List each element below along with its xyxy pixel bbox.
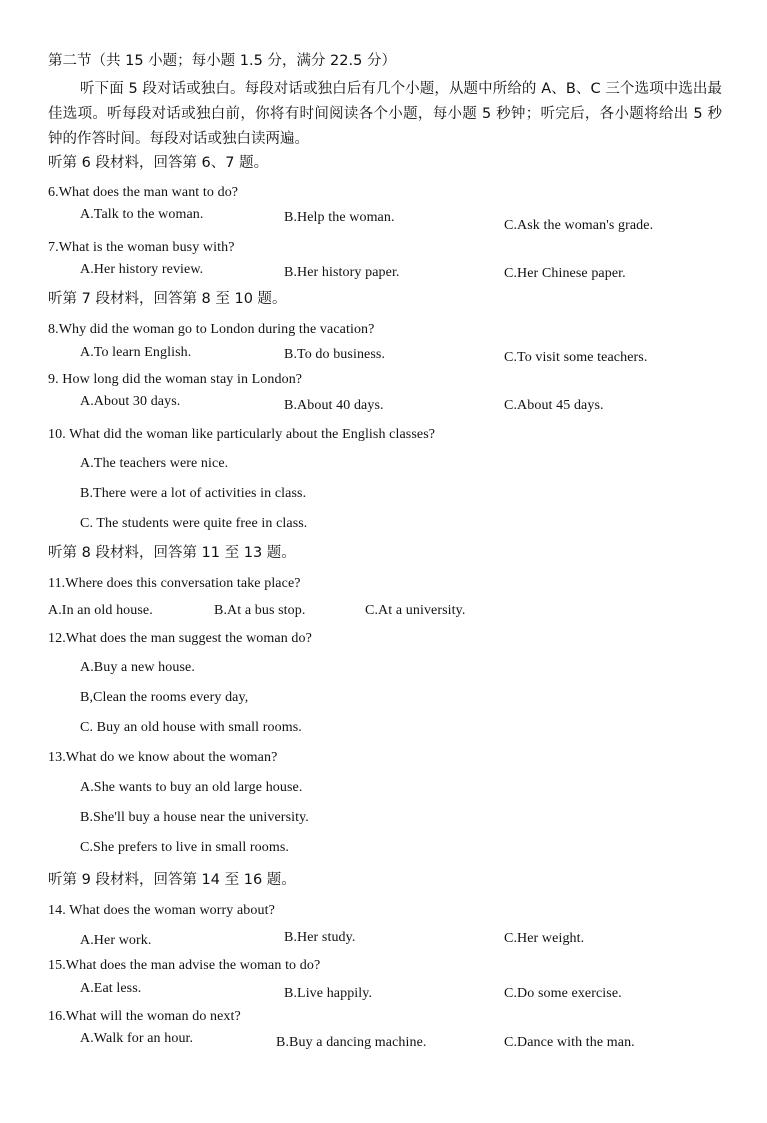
q16-option-a[interactable]: A.Walk for an hour. xyxy=(80,1031,194,1046)
q7-option-b[interactable]: B.Her history paper. xyxy=(284,265,400,280)
question-10: 10. What did the woman like particularly about the English classes? xyxy=(48,427,436,442)
q12-option-b[interactable]: B,Clean the rooms every day, xyxy=(80,690,249,705)
question-13: 13.What do we know about the woman? xyxy=(48,750,278,765)
q14-option-c[interactable]: C.Her weight. xyxy=(504,931,585,946)
section-instructions: 听下面 5 段对话或独白。每段对话或独白后有几个小题，从题中所给的 A、B、C 三个选项中选出最佳选项。听每段对话或独白前，你将有时间阅读各个小题，每小题 5 秒钟；听完后，各小题将给出 5 秒钟的作答时间。每段对话或独白读两遍。 xyxy=(48,81,722,147)
q11-option-c[interactable]: C.At a university. xyxy=(365,603,466,618)
q8-option-c[interactable]: C.To visit some teachers. xyxy=(504,350,648,365)
question-7: 7.What is the woman busy with? xyxy=(48,240,235,255)
q10-option-b[interactable]: B.There were a lot of activities in class. xyxy=(80,486,307,501)
q16-option-b[interactable]: B.Buy a dancing machine. xyxy=(276,1035,427,1050)
group-label-6: 听第 6 段材料，回答第 6、7 题。 xyxy=(48,155,269,171)
q12-option-c[interactable]: C. Buy an old house with small rooms. xyxy=(80,720,302,735)
question-8: 8.Why did the woman go to London during the vacation? xyxy=(48,322,375,337)
q10-option-c[interactable]: C. The students were quite free in class. xyxy=(80,516,308,531)
question-16: 16.What will the woman do next? xyxy=(48,1009,241,1024)
q14-option-b[interactable]: B.Her study. xyxy=(284,930,356,945)
question-12: 12.What does the man suggest the woman do? xyxy=(48,631,312,646)
q11-option-a[interactable]: A.In an old house. xyxy=(48,603,153,618)
group-label-9: 听第 9 段材料，回答第 14 至 16 题。 xyxy=(48,872,296,888)
q13-option-b[interactable]: B.She'll buy a house near the university. xyxy=(80,810,309,825)
section-header: 第二节（共 15 小题；每小题 1.5 分，满分 22.5 分） xyxy=(48,53,396,69)
question-15: 15.What does the man advise the woman to do? xyxy=(48,958,321,973)
q8-option-b[interactable]: B.To do business. xyxy=(284,347,386,362)
q15-option-a[interactable]: A.Eat less. xyxy=(80,981,142,996)
q10-option-a[interactable]: A.The teachers were nice. xyxy=(80,456,229,471)
q6-option-a[interactable]: A.Talk to the woman. xyxy=(80,207,204,222)
q16-option-c[interactable]: C.Dance with the man. xyxy=(504,1035,635,1050)
q8-option-a[interactable]: A.To learn English. xyxy=(80,345,192,360)
question-6: 6.What does the man want to do? xyxy=(48,185,239,200)
q6-option-b[interactable]: B.Help the woman. xyxy=(284,210,395,225)
q6-option-c[interactable]: C.Ask the woman's grade. xyxy=(504,218,654,233)
q14-option-a[interactable]: A.Her work. xyxy=(80,933,152,948)
q15-option-b[interactable]: B.Live happily. xyxy=(284,986,373,1001)
q9-option-a[interactable]: A.About 30 days. xyxy=(80,394,181,409)
q7-option-c[interactable]: C.Her Chinese paper. xyxy=(504,266,626,281)
question-9: 9. How long did the woman stay in London? xyxy=(48,372,303,387)
q9-option-c[interactable]: C.About 45 days. xyxy=(504,398,604,413)
q13-option-c[interactable]: C.She prefers to live in small rooms. xyxy=(80,840,290,855)
question-14: 14. What does the woman worry about? xyxy=(48,903,275,918)
q15-option-c[interactable]: C.Do some exercise. xyxy=(504,986,622,1001)
q13-option-a[interactable]: A.She wants to buy an old large house. xyxy=(80,780,303,795)
q12-option-a[interactable]: A.Buy a new house. xyxy=(80,660,195,675)
question-11: 11.Where does this conversation take place? xyxy=(48,576,301,591)
group-label-7: 听第 7 段材料，回答第 8 至 10 题。 xyxy=(48,291,287,307)
group-label-8: 听第 8 段材料，回答第 11 至 13 题。 xyxy=(48,545,296,561)
q11-option-b[interactable]: B.At a bus stop. xyxy=(214,603,306,618)
q7-option-a[interactable]: A.Her history review. xyxy=(80,262,204,277)
q9-option-b[interactable]: B.About 40 days. xyxy=(284,398,384,413)
